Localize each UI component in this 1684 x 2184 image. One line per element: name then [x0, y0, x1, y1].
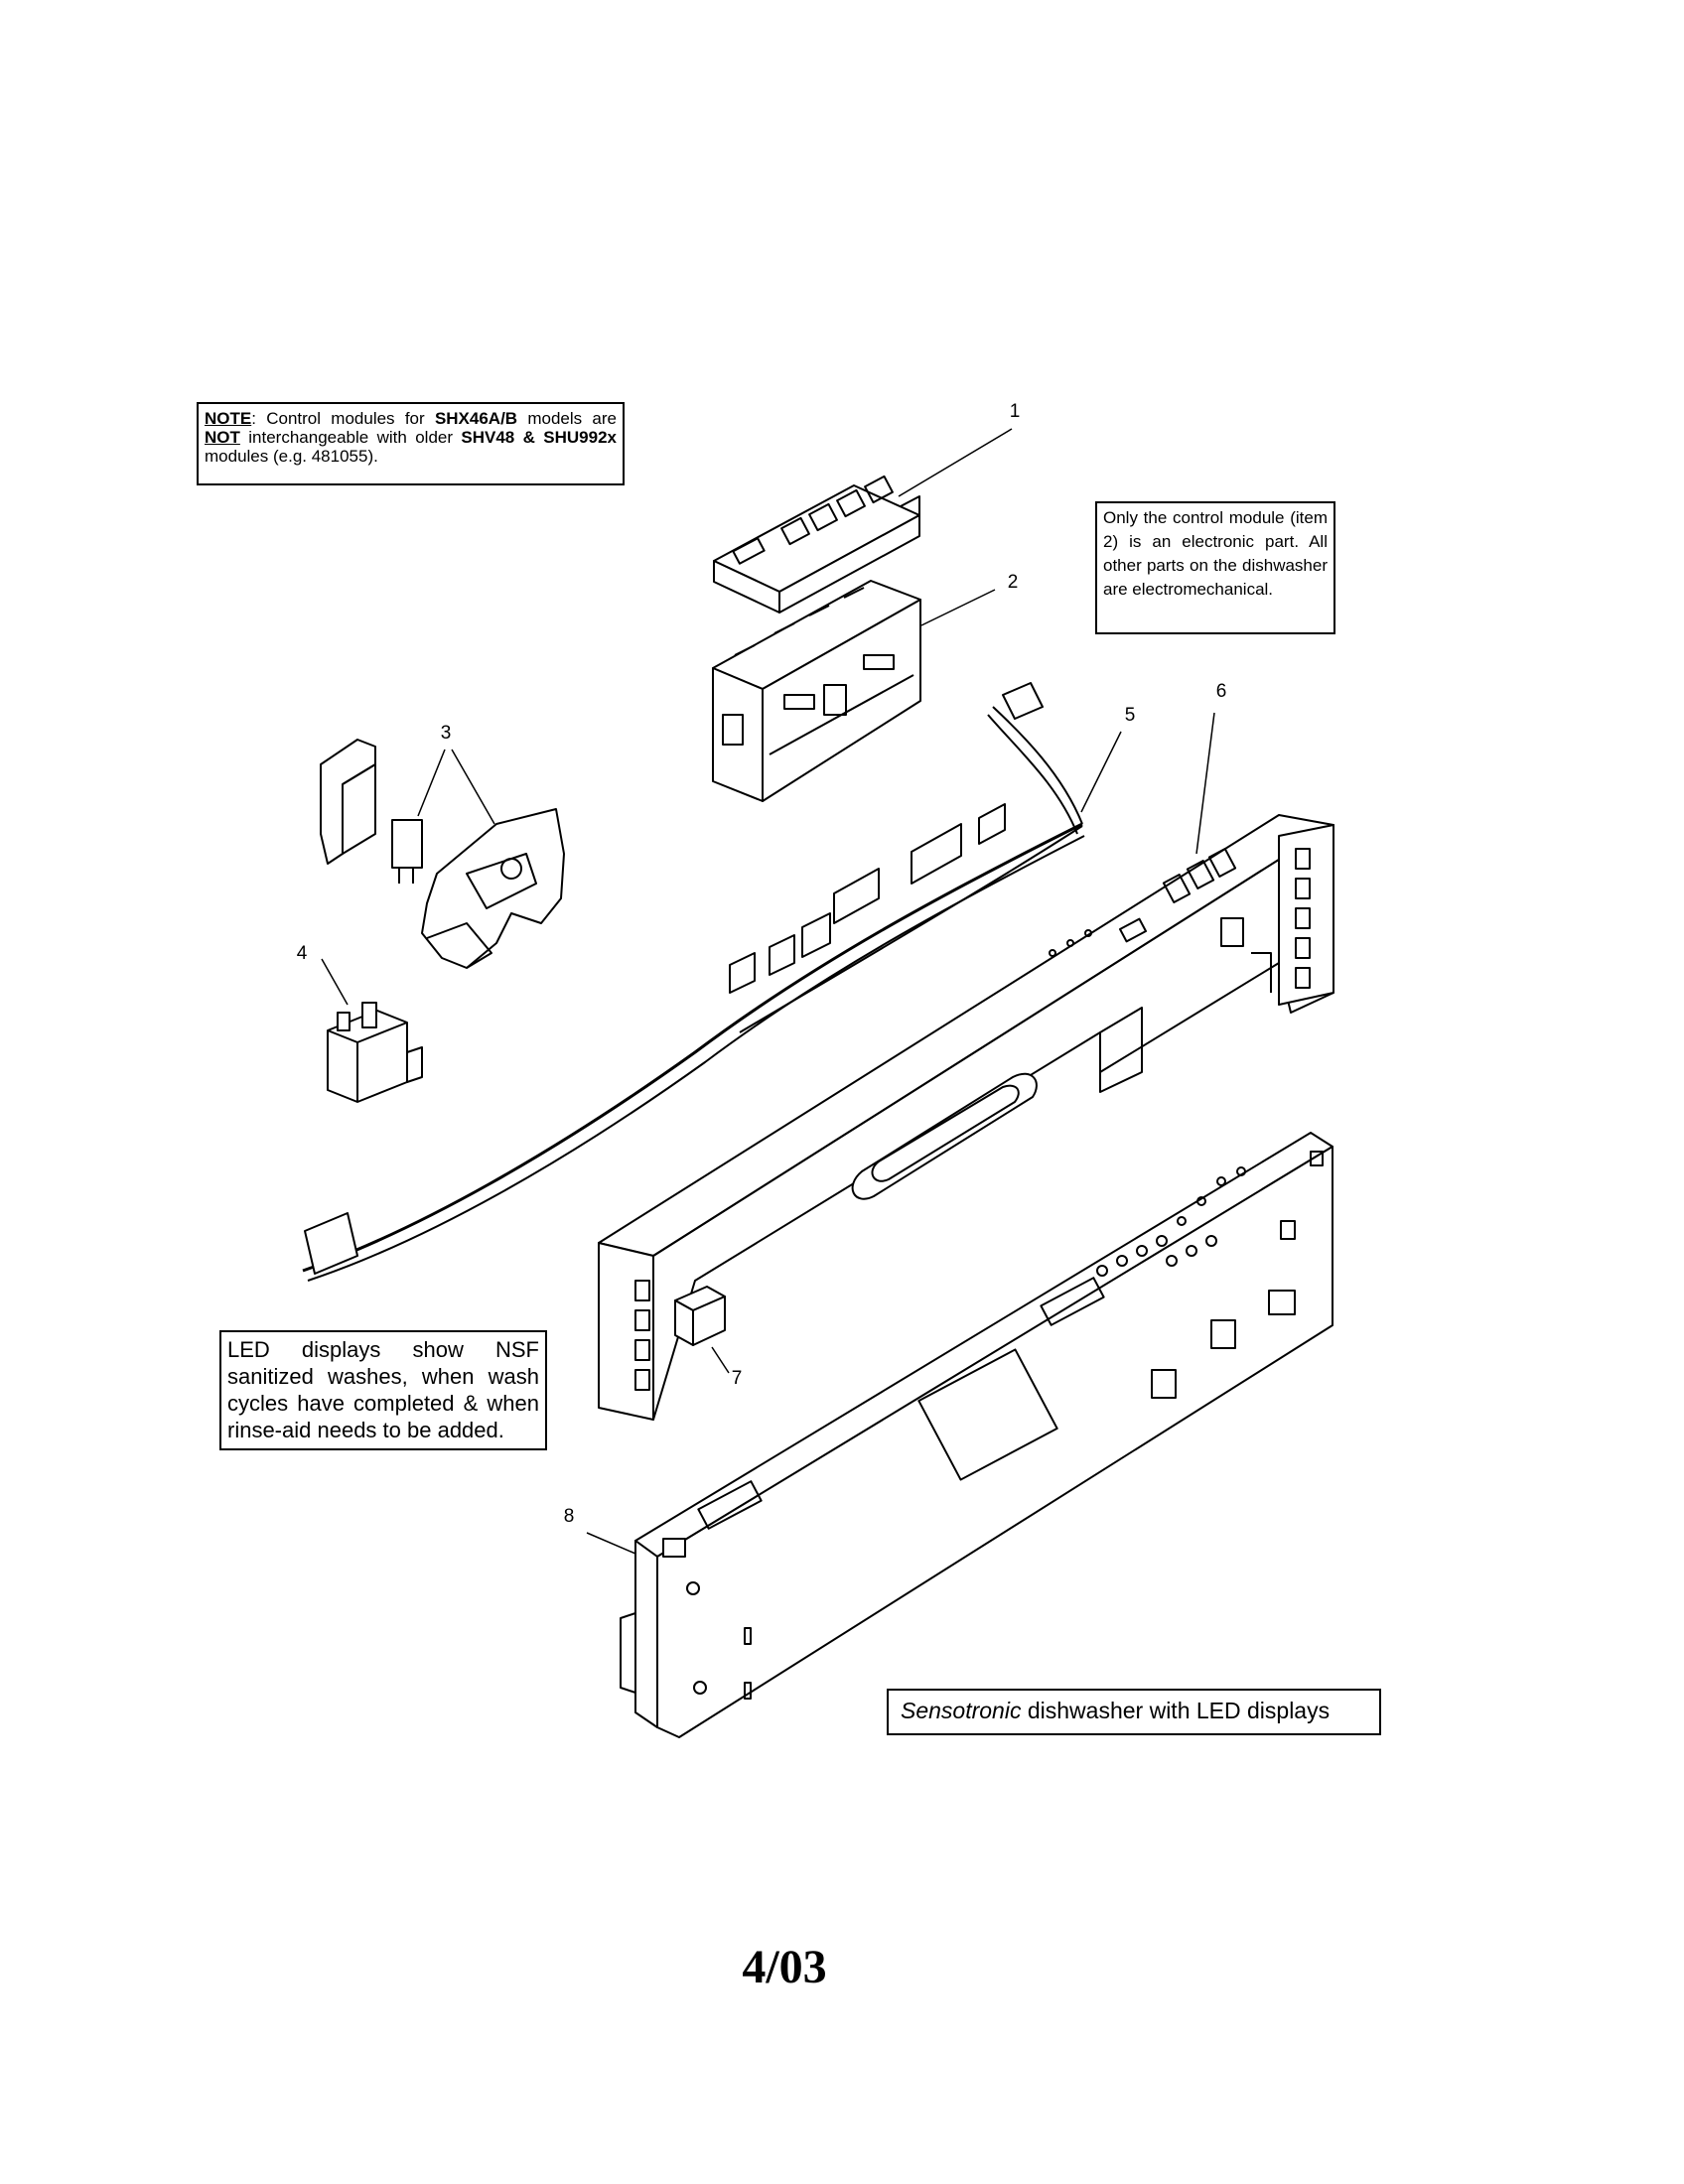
note-text-2: models are	[517, 409, 617, 428]
callout-6: 6	[1215, 681, 1227, 702]
note-label: NOTE	[205, 409, 252, 428]
revision-date: 4/03	[742, 1941, 827, 1993]
callout-8: 8	[563, 1506, 575, 1527]
electronic-part-note: Only the control module (item 2) is an electronic part. All other parts on the dishwasher are electromechanical.	[1095, 501, 1335, 634]
model-shv48-shu992: SHV48 & SHU992x	[461, 428, 617, 447]
callout-7: 7	[731, 1368, 743, 1389]
sensotronic-brand: Sensotronic	[901, 1698, 1022, 1723]
sensotronic-caption	[887, 1689, 1381, 1735]
model-shx46: SHX46A/B	[434, 409, 518, 428]
callout-2: 2	[1007, 572, 1019, 593]
not-label: NOT	[205, 428, 240, 447]
sensotronic-rest: dishwasher with LED displays	[1021, 1698, 1331, 1723]
note-text-1: : Control modules for	[251, 409, 435, 428]
led-displays-note: LED displays show NSF sanitized washes, when wash cycles have completed & when rinse-aid needs to be added.	[219, 1330, 547, 1450]
callout-5: 5	[1124, 705, 1136, 726]
part-2-control-module	[713, 581, 920, 801]
note-text-4: modules (e.g. 481055).	[205, 447, 378, 466]
part-3-switch-assembly	[321, 740, 564, 968]
part-8-rear-frame	[621, 1133, 1333, 1737]
callout-3: 3	[440, 723, 452, 744]
note-box	[197, 402, 625, 485]
part-7-led-display	[675, 1287, 725, 1345]
callout-4: 4	[296, 943, 308, 964]
part-4-relay	[328, 1003, 422, 1102]
note-text-3: interchangeable with older	[239, 428, 462, 447]
callout-1: 1	[1009, 401, 1021, 422]
